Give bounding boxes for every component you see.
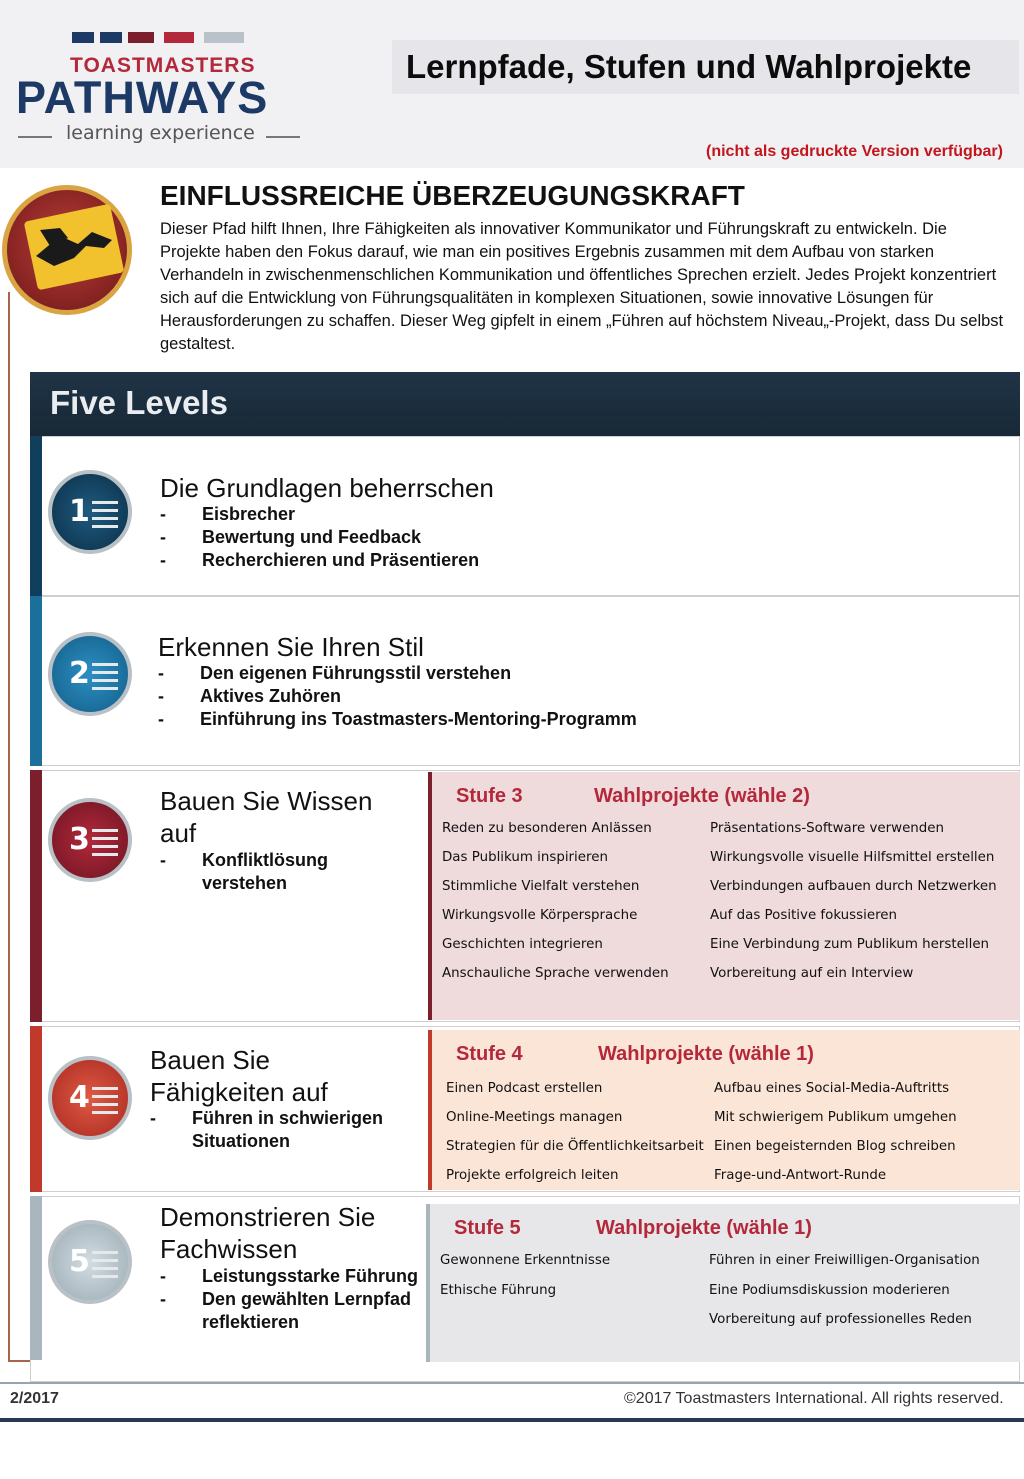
elective-item: Frage-und-Antwort-Runde <box>714 1168 887 1183</box>
bullet-item: - Aktives Zuhören <box>158 686 342 706</box>
elective-item: Geschichten integrieren <box>442 937 603 952</box>
elective-item: Eine Podiumsdiskussion moderieren <box>709 1283 950 1298</box>
list-icon <box>92 829 118 861</box>
level-number: 4 <box>69 1080 90 1115</box>
print-availability-note: (nicht als gedruckte Version verfügbar) <box>706 143 1003 160</box>
elective-item: Anschauliche Sprache verwenden <box>442 966 669 981</box>
bullet-item: - Den eigenen Führungsstil verstehen <box>158 663 512 683</box>
bullet-item: - Den gewählten Lernpfad reflektieren <box>160 1289 412 1332</box>
level-4-icon <box>48 1056 132 1140</box>
logo-bar <box>204 32 244 43</box>
list-icon <box>92 1251 118 1283</box>
level-4-heading: Bauen Sie Fähigkeiten auf <box>150 1045 328 1107</box>
list-icon <box>92 1087 118 1119</box>
level-1-stripe <box>30 436 42 596</box>
five-levels-title: Five Levels <box>50 384 228 421</box>
elective-item: Das Publikum inspirieren <box>442 850 608 865</box>
logo-brand-text: TOASTMASTERS <box>70 54 256 77</box>
elective-item: Verbindungen aufbauen durch Netzwerken <box>710 879 997 894</box>
logo-product-text: PATHWAYS <box>16 72 269 123</box>
elective-item: Reden zu besonderen Anlässen <box>442 821 652 836</box>
level-1-heading: Die Grundlagen beherrschen <box>160 473 494 503</box>
level-3-electives-label: Wahlprojekte (wähle 2) <box>594 785 810 807</box>
level-number: 3 <box>69 822 90 857</box>
footer-date: 2/2017 <box>10 1390 59 1407</box>
level-number: 5 <box>69 1244 90 1279</box>
footer-copyright: ©2017 Toastmasters International. All rights reserved. <box>624 1390 1004 1407</box>
elective-item: Auf das Positive fokussieren <box>710 908 898 923</box>
logo-bar <box>100 32 122 43</box>
logo-bar <box>128 32 154 43</box>
level-3-stage: Stufe 3 <box>456 785 523 807</box>
logo-divider <box>18 136 52 138</box>
level-1-icon <box>48 470 132 554</box>
elective-item: Aufbau eines Social-Media-Auftritts <box>714 1081 950 1096</box>
level-4-stripe <box>30 1026 42 1192</box>
level-4-stage: Stufe 4 <box>456 1043 523 1065</box>
footer-bar <box>0 1418 1024 1422</box>
bullet-item: - Führen in schwierigen Situationen <box>150 1108 384 1151</box>
elective-item: Gewonnene Erkenntnisse <box>440 1253 611 1268</box>
bullet-item: - Konfliktlösung verstehen <box>160 850 328 893</box>
elective-item: Eine Verbindung zum Publikum herstellen <box>710 937 990 952</box>
level-3-icon <box>48 798 132 882</box>
elective-item: Ethische Führung <box>440 1283 557 1298</box>
level-3-bullets <box>160 849 410 895</box>
elective-item: Präsentations-Software verwenden <box>710 821 945 836</box>
level-number: 1 <box>69 494 90 529</box>
timeline-line <box>8 292 10 1362</box>
elective-item: Online-Meetings managen <box>446 1110 623 1125</box>
list-icon <box>92 663 118 695</box>
path-title: EINFLUSSREICHE ÜBERZEUGUNGSKRAFT <box>160 180 745 211</box>
elective-item: Wirkungsvolle visuelle Hilfsmittel erstellen <box>710 850 995 865</box>
bullet-item: - Einführung ins Toastmasters-Mentoring-Programm <box>158 709 637 729</box>
level-2-heading: Erkennen Sie Ihren Stil <box>158 632 424 662</box>
logo-tagline: learning experience <box>66 122 255 144</box>
level-2-bullets <box>158 662 637 731</box>
level-5-stripe <box>30 1196 42 1360</box>
level-3-stripe <box>30 770 42 1022</box>
elective-item: Einen begeisternden Blog schreiben <box>714 1139 956 1154</box>
elective-item: Wirkungsvolle Körpersprache <box>442 908 638 923</box>
level-5-heading: Demonstrieren Sie Fachwissen <box>160 1202 376 1264</box>
elective-item: Vorbereitung auf ein Interview <box>710 966 914 981</box>
elective-item: Einen Podcast erstellen <box>446 1081 603 1096</box>
level-5-electives-label: Wahlprojekte (wähle 1) <box>596 1217 812 1239</box>
bullet-item: - Leistungsstarke Führung <box>160 1266 419 1286</box>
elective-item: Projekte erfolgreich leiten <box>446 1168 619 1183</box>
level-4-bullets <box>150 1107 410 1153</box>
level-1-bullets <box>160 503 479 572</box>
bullet-item: - Bewertung und Feedback <box>160 527 422 547</box>
page-title: Lernpfade, Stufen und Wahlprojekte <box>406 48 972 85</box>
logo-divider <box>266 136 300 138</box>
elective-item: Stimmliche Vielfalt verstehen <box>442 879 640 894</box>
logo-bar <box>164 32 194 43</box>
logo-bar <box>72 32 94 43</box>
level-5-icon <box>48 1220 132 1304</box>
level-5-bullets <box>160 1265 420 1334</box>
list-icon <box>92 501 118 533</box>
footer-divider <box>0 1382 1024 1384</box>
level-3-electives-panel <box>428 772 1020 1020</box>
handshake-icon <box>30 218 118 278</box>
elective-item: Mit schwierigem Publikum umgehen <box>714 1110 957 1125</box>
bullet-item: - Eisbrecher <box>160 504 296 524</box>
level-2-icon <box>48 632 132 716</box>
level-3-heading: Bauen Sie Wissen auf <box>160 786 373 848</box>
bullet-item: - Recherchieren und Präsentieren <box>160 550 480 570</box>
path-description: Dieser Pfad hilft Ihnen, Ihre Fähigkeiten als innovativer Kommunikator und Führungskraft zu entwickeln. Die Projekte haben den Fokus darauf, wie man ein positives Ergebnis zusammen mit dem Aufbau von starken Verhandeln in zwischenmenschlichen Kommunikation und öffentliches Sprechen erzielt. Jedes Projekt konzentriert sich auf die Entwicklung von Führungsqualitäten in komplexen Situationen, sowie innovative Lösungen für Herausforderungen zu schaffen. Dieser Weg gipfelt in einem „Führen auf höchstem Niveau„-Projekt, dass Du selbst gestaltest. <box>160 220 1004 353</box>
elective-item: Strategien für die Öffentlichkeitsarbeit <box>446 1139 704 1154</box>
level-4-electives-label: Wahlprojekte (wähle 1) <box>598 1043 814 1065</box>
elective-item: Führen in einer Freiwilligen-Organisation <box>709 1253 980 1268</box>
level-2-stripe <box>30 596 42 766</box>
level-5-stage: Stufe 5 <box>454 1217 521 1239</box>
level-number: 2 <box>69 656 90 691</box>
elective-item: Vorbereitung auf professionelles Reden <box>709 1312 972 1327</box>
